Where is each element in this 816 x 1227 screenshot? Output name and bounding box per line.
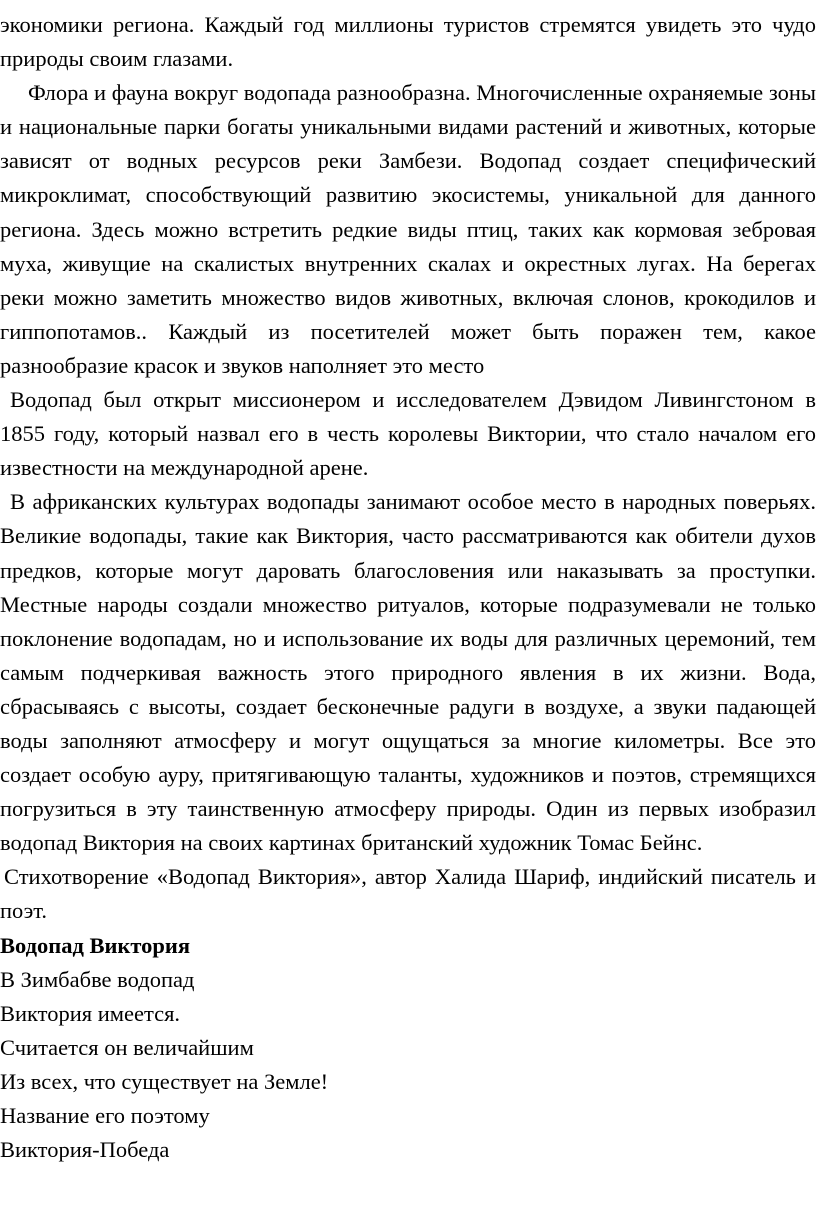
poem-line-3: Считается он величайшим (0, 1034, 254, 1060)
poem-title: Водопад Виктория (0, 932, 191, 958)
poem-line-2: Виктория имеется. (0, 1000, 181, 1026)
paragraph-4: В африканских культурах водопады занимают особое место в народных поверьях. Великие водопады, такие как Виктория, часто рассматриваются как обители духов предков, которые могут даровать благословения или наказывать за проступки. Местные народы создали множество ритуалов, которые подразумевали не только поклонение водопадам, но и использование их воды для различных церемоний, тем самым подчеркивая важность этого природного явления в их жизни. Вода, сбрасываясь с высоты, создает бесконечные радуги в воздухе, а звуки падающей воды заполняют атмосферу и могут ощущаться за многие километры. Все это создает особую ауру, притягивающую таланты, художников и поэтов, стремящихся погрузиться в эту таинственную атмосферу природы. Один из первых изобразил водопад Виктория на своих картинах британский художник Томас Бейнс. (0, 489, 816, 856)
poem-line-5: Название его поэтому (0, 1103, 210, 1128)
paragraph-5: Стихотворение «Водопад Виктория», автор Халида Шариф, индийский писатель и поэт. (0, 864, 816, 924)
poem-line-1: В Зимбабве водопад (0, 966, 195, 992)
poem-line-6: Виктория-Победа (0, 1137, 170, 1163)
paragraph-3: Водопад был открыт миссионером и исследователем Дэвидом Ливингстоном в 1855 году, который назвал его в честь королевы Виктории, что стало началом его известности на международной арене. (0, 387, 816, 481)
poem-line-4: Из всех, что существует на Земле! (0, 1068, 329, 1094)
paragraph-2: Флора и фауна вокруг водопада разнообразна. Многочисленные охраняемые зоны и национальные парки богаты уникальными видами растений и животных, которые зависят от водных ресурсов реки Замбези. Водопад создает специфический микроклимат, способствующий развитию экосистемы, уникальной для данного региона. Здесь можно встретить редкие виды птиц, таких как кормовая зебровая муха, живущие на скалистых внутренних скалах и окрестных лугах. На берегах реки можно заметить множество видов животных, включая слонов, крокодилов и гиппопотамов.. Каждый из посетителей может быть поражен тем, какое разнообразие красок и звуков наполняет это место (0, 80, 816, 378)
paragraph-1: экономики региона. Каждый год миллионы туристов стремятся увидеть это чудо природы своим глазами. (0, 12, 816, 72)
